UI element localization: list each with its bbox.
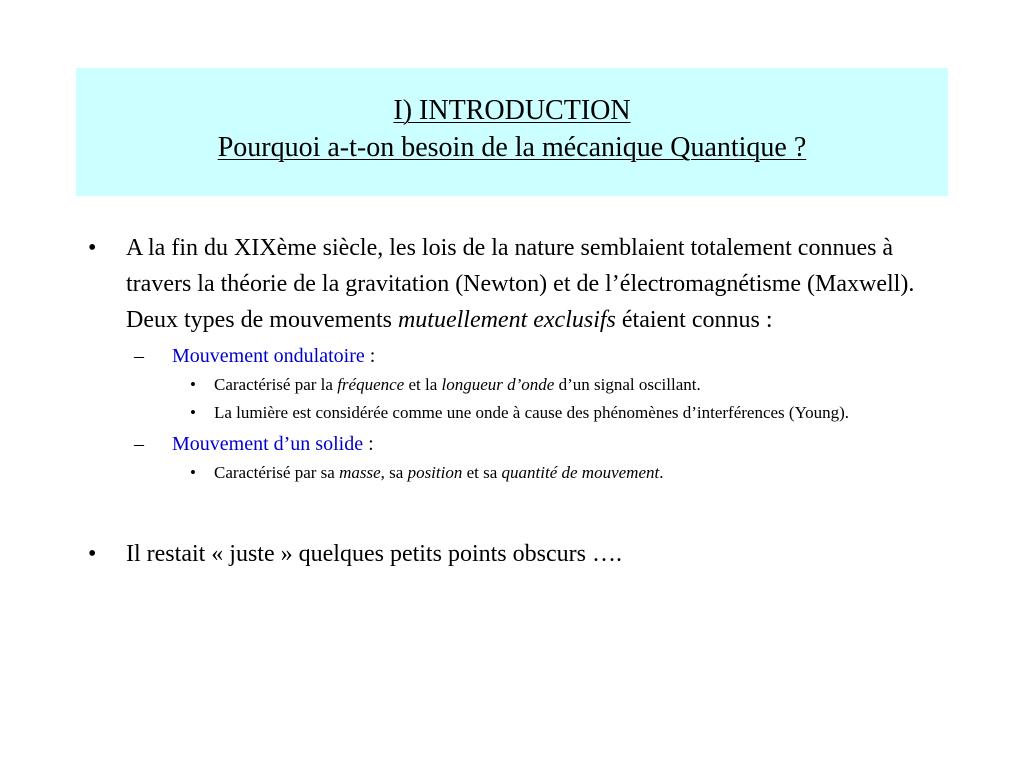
bullet-icon: •	[88, 541, 97, 567]
text-segment: et sa	[462, 463, 502, 482]
title-line-1: I) INTRODUCTION	[393, 95, 631, 126]
bullet-item-2	[84, 536, 944, 572]
bullet-1-tail: étaient connus :	[615, 307, 773, 333]
text-segment: , sa	[380, 463, 408, 482]
bullet-icon: •	[190, 463, 196, 482]
bullet-icon: •	[190, 375, 196, 394]
dash-icon: –	[134, 433, 144, 455]
text-segment: et la	[404, 375, 442, 394]
text-segment: .	[659, 463, 664, 482]
italic-segment: masse	[339, 463, 381, 482]
sub-item-wave	[84, 342, 944, 370]
title-box	[76, 68, 948, 196]
sub-sub-item-mass	[84, 460, 944, 486]
italic-segment: quantité de mouvement	[501, 463, 660, 482]
sub-item-wave-label: Mouvement ondulatoire	[172, 345, 365, 367]
title-line-2: Pourquoi a-t-on besoin de la mécanique Quantique ?	[217, 132, 807, 163]
sub-sub-item-frequency	[84, 372, 944, 398]
sub-item-wave-colon: :	[364, 345, 376, 367]
text-segment: d’un signal oscillant.	[554, 375, 701, 394]
sub-item-solid	[84, 430, 944, 458]
bullet-2-text: Il restait « juste » quelques petits points obscurs ….	[126, 541, 622, 567]
bullet-icon: •	[88, 235, 97, 261]
italic-segment: fréquence	[337, 375, 405, 394]
sub-item-solid-colon: :	[363, 433, 374, 455]
sub-sub-item-light	[84, 400, 944, 426]
slide-body	[84, 230, 944, 572]
text-segment: Caractérisé par sa	[214, 463, 340, 482]
bullet-1-italic: mutuellement exclusifs	[397, 307, 616, 333]
sub-item-solid-label: Mouvement d’un solide	[172, 433, 364, 455]
text-segment: Caractérisé par la	[214, 375, 338, 394]
bullet-item-1	[84, 230, 944, 338]
italic-segment: position	[407, 463, 463, 482]
italic-segment: longueur d’onde	[441, 375, 555, 394]
text-segment: La lumière est considérée comme une onde à cause des phénomènes d’interférences (Young).	[214, 403, 850, 422]
dash-icon: –	[134, 345, 144, 367]
spacer	[84, 486, 944, 536]
bullet-1-text: A la fin du XIXème siècle, les lois de la nature semblaient totalement connues à travers la théorie de la gravitation (Newton) et de l’électromagnétisme (Maxwell). Deux types de mouvements	[126, 235, 915, 333]
bullet-icon: •	[190, 403, 196, 422]
